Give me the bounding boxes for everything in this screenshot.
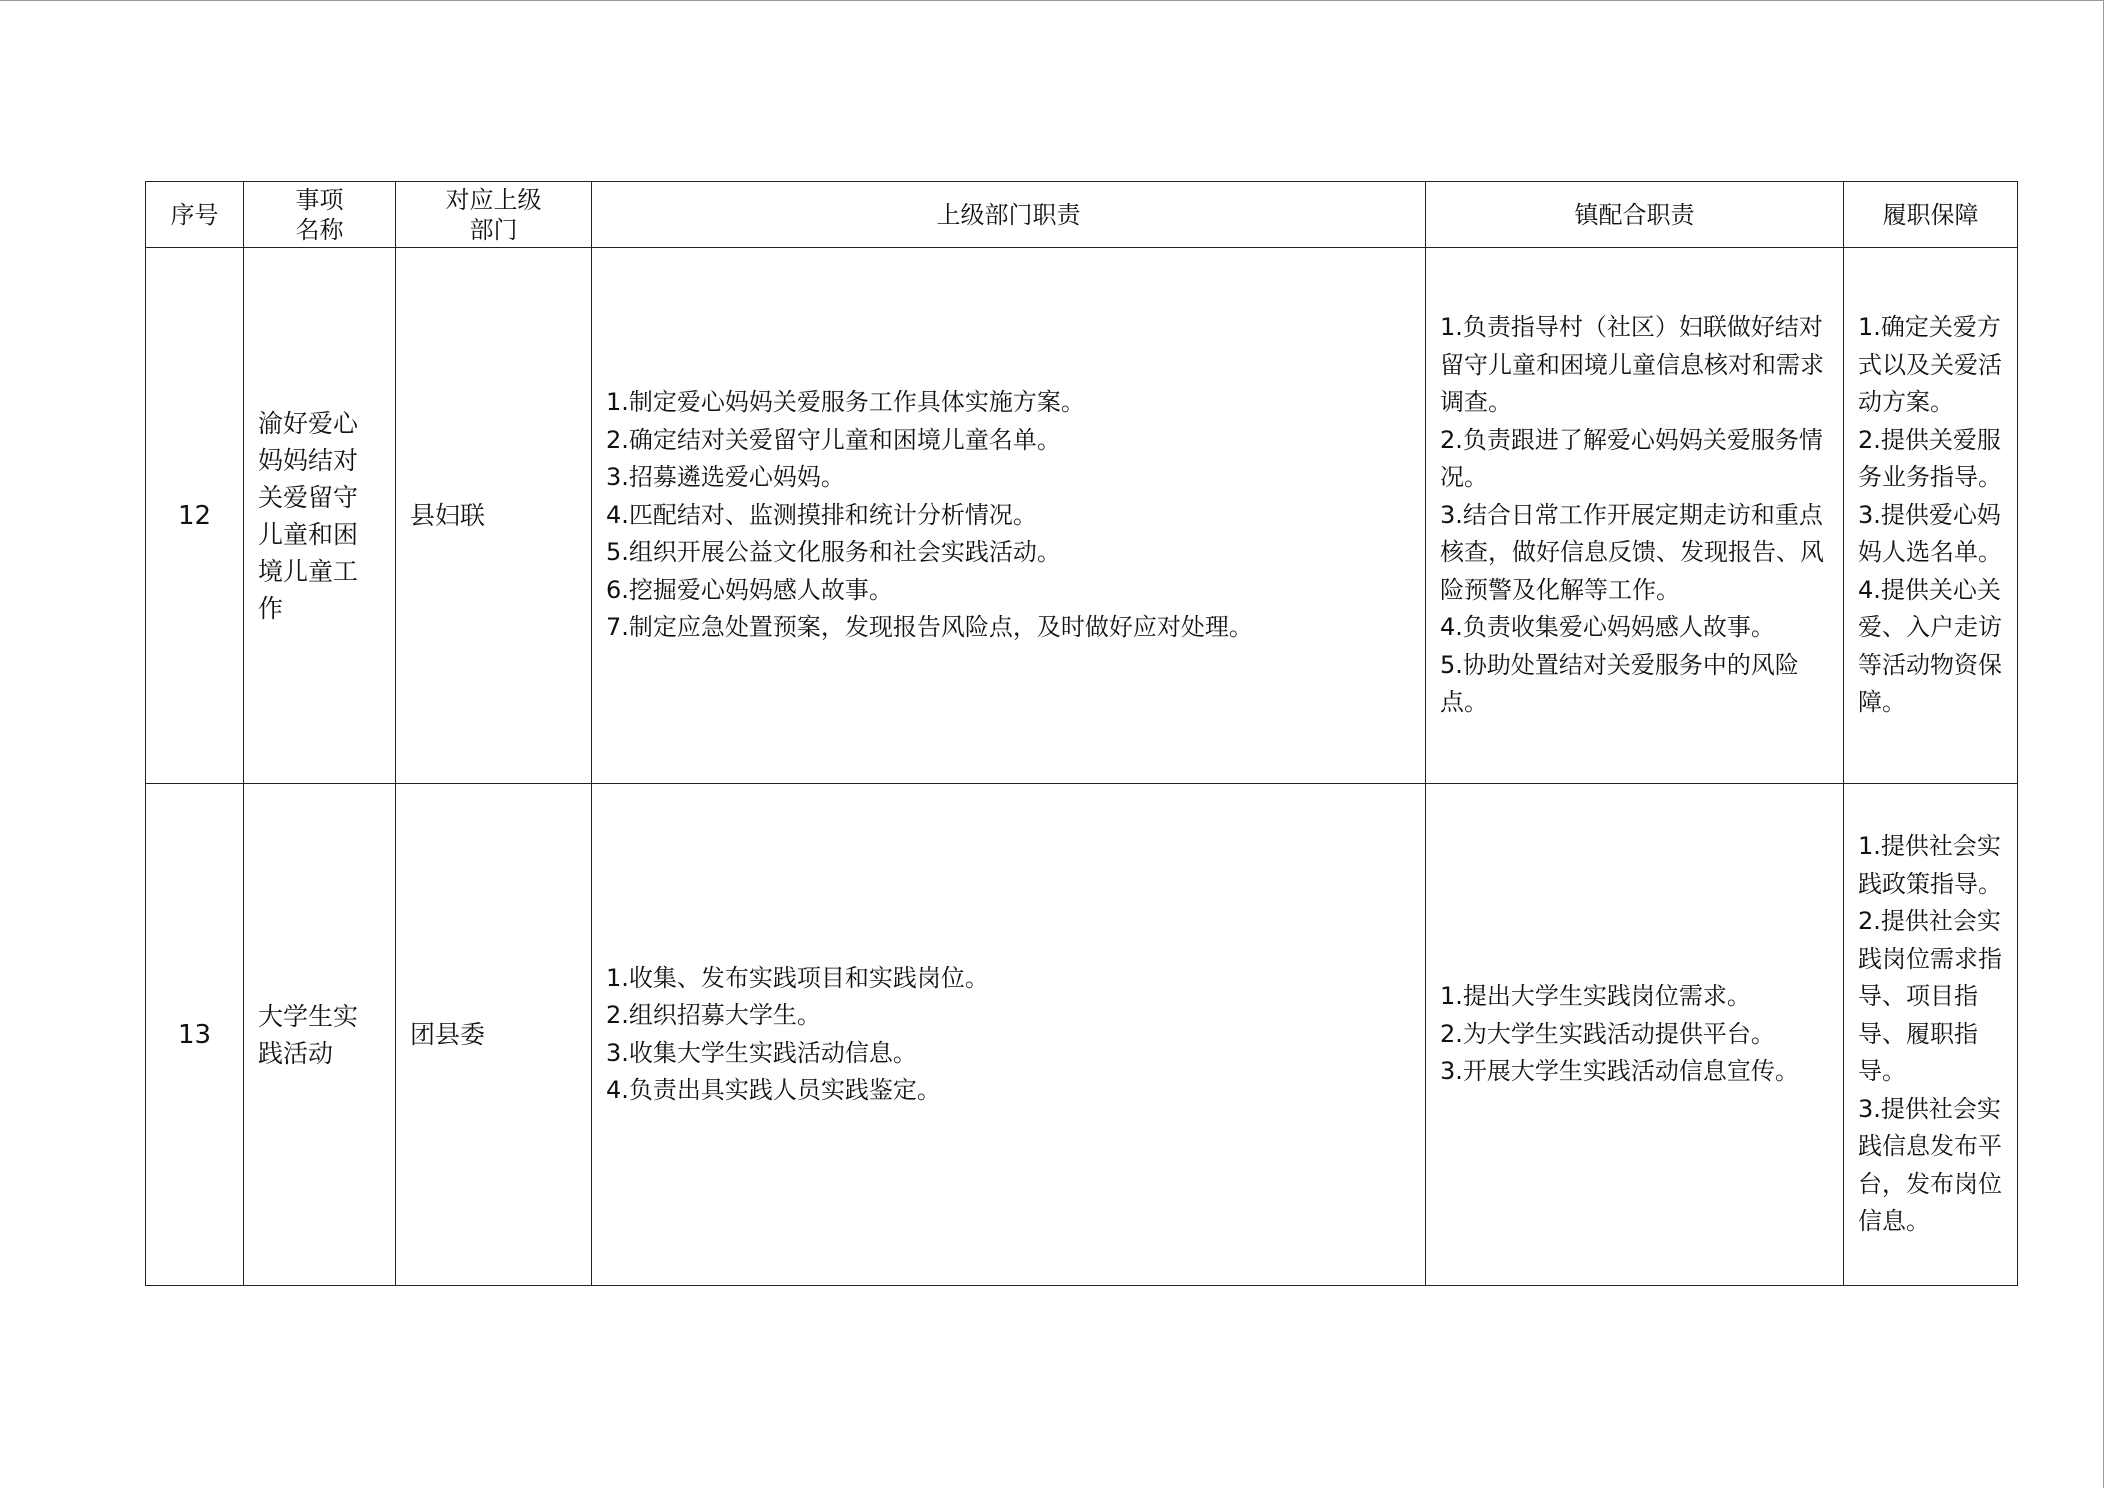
duty-item: 2.确定结对关爱留守儿童和困境儿童名单。: [606, 425, 1061, 454]
guarantee-item: 2.提供关爱服务业务指导。: [1858, 425, 2002, 492]
item-name-line: 大学生实: [258, 1001, 359, 1031]
duty-item: 2.组织招募大学生。: [606, 1001, 821, 1029]
guarantee-item: 1.提供社会实践政策指导。: [1858, 832, 2002, 898]
item-name-line: 关爱留守: [258, 482, 359, 512]
table-header-row: [146, 182, 2018, 248]
row-item-name: [244, 784, 396, 1286]
duty-item: 3.收集大学生实践活动信息。: [606, 1038, 917, 1067]
row-no: 12: [146, 248, 244, 784]
header-superior-dept-line1: 对应上级: [445, 185, 542, 214]
header-no: 序号: [146, 182, 244, 248]
item-name-line: 境儿童工: [258, 556, 359, 586]
duty-item: 4.匹配结对、监测摸排和统计分析情况。: [606, 500, 1037, 529]
coop-item: 1.负责指导村（社区）妇联做好结对留守儿童和困境儿童信息核对和需求调查。: [1440, 313, 1824, 417]
coop-item: 2.负责跟进了解爱心妈妈关爱服务情况。: [1440, 425, 1823, 492]
duty-item: 3.招募遴选爱心妈妈。: [606, 463, 845, 492]
header-item-name-line1: 事项: [295, 185, 344, 214]
coop-item: 3.结合日常工作开展定期走访和重点核查，做好信息反馈、发现报告、风险预警及化解等工作。: [1440, 500, 1824, 604]
row-town-coop-duty: [1426, 784, 1844, 1286]
row-town-coop-duty: [1426, 248, 1844, 784]
guarantee-item: 2.提供社会实践岗位需求指导、项目指导、履职指导。: [1858, 907, 2002, 1086]
table-row: [146, 248, 2018, 784]
guarantee-item: 3.提供爱心妈妈人选名单。: [1858, 500, 2002, 567]
row-superior-duty: [592, 248, 1426, 784]
table-row: [146, 784, 2018, 1286]
header-guarantee: 履职保障: [1844, 182, 2018, 248]
duty-item: 1.收集、发布实践项目和实践岗位。: [606, 963, 989, 992]
coop-item: 2.为大学生实践活动提供平台。: [1440, 1019, 1775, 1048]
coop-item: 3.开展大学生实践活动信息宣传。: [1440, 1057, 1799, 1086]
responsibility-table: [145, 181, 2018, 1286]
row-guarantee: [1844, 248, 2018, 784]
guarantee-item: 1.确定关爱方式以及关爱活动方案。: [1858, 313, 2002, 417]
header-superior-dept-line2: 部门: [469, 215, 518, 244]
duty-item: 1.制定爱心妈妈关爱服务工作具体实施方案。: [606, 388, 1085, 417]
duty-item: 7.制定应急处置预案，发现报告风险点，及时做好应对处理。: [606, 613, 1253, 642]
row-item-name: [244, 248, 396, 784]
header-superior-duty: 上级部门职责: [592, 182, 1426, 248]
row-superior-dept: 团县委: [396, 784, 592, 1286]
guarantee-item: 4.提供关心关爱、入户走访等活动物资保障。: [1858, 575, 2002, 717]
coop-item: 1.提出大学生实践岗位需求。: [1440, 982, 1751, 1011]
header-item-name: [244, 182, 396, 248]
item-name-line: 渝好爱心: [258, 408, 359, 438]
guarantee-item: 3.提供社会实践信息发布平台，发布岗位信息。: [1858, 1094, 2002, 1236]
duty-item: 5.组织开展公益文化服务和社会实践活动。: [606, 538, 1061, 567]
row-guarantee: [1844, 784, 2018, 1286]
item-name-line: 儿童和困: [258, 519, 359, 549]
duty-item: 6.挖掘爱心妈妈感人故事。: [606, 575, 893, 604]
coop-item: 4.负责收集爱心妈妈感人故事。: [1440, 613, 1775, 642]
item-name-line: 妈妈结对: [258, 445, 359, 475]
header-item-name-line2: 名称: [295, 215, 344, 244]
duty-item: 4.负责出具实践人员实践鉴定。: [606, 1076, 941, 1104]
item-name-line: 践活动: [258, 1038, 334, 1068]
row-superior-duty: [592, 784, 1426, 1286]
coop-item: 5.协助处置结对关爱服务中的风险点。: [1440, 650, 1799, 717]
header-town-coop-duty: 镇配合职责: [1426, 182, 1844, 248]
header-superior-dept: [396, 182, 592, 248]
item-name-line: 作: [258, 593, 284, 623]
row-superior-dept: 县妇联: [396, 248, 592, 784]
row-no: 13: [146, 784, 244, 1286]
